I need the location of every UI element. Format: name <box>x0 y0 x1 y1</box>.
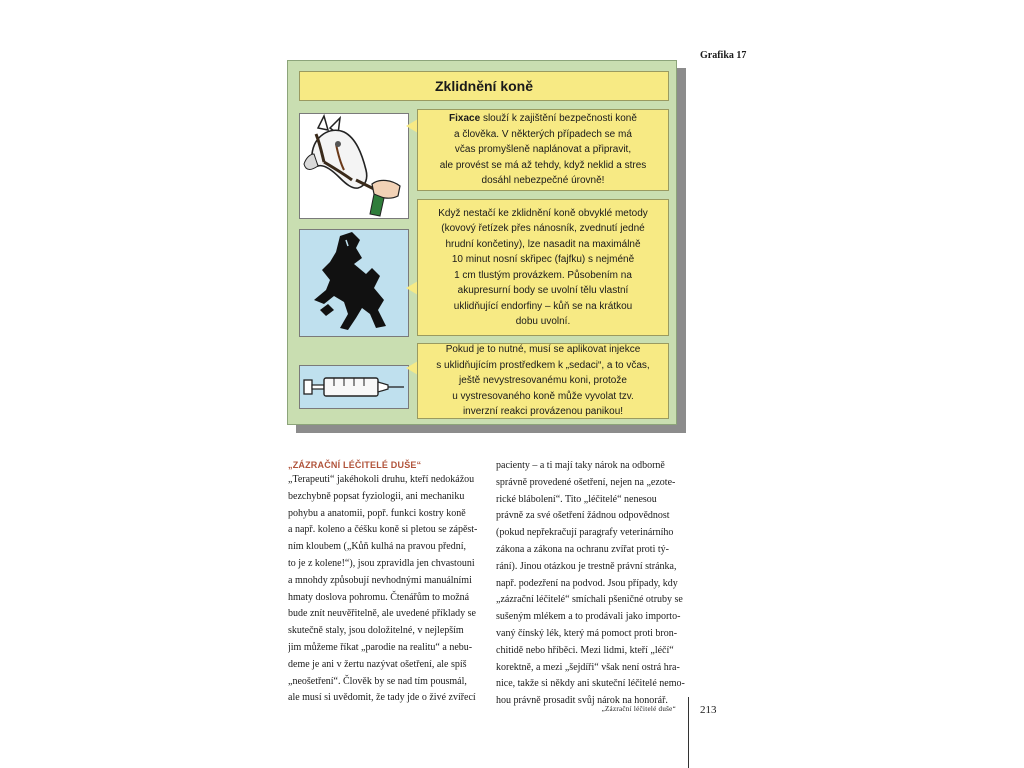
text-line: zákona a zákona na ochranu zvířat proti tý- <box>496 543 669 555</box>
bubble-line: včas promyšleně naplánovat a připravit, <box>454 144 632 156</box>
text-line: „neošetření“. Člověk by se nad tím pousmál, <box>288 675 467 687</box>
bubble-line: ale provést se má až tehdy, když neklid a stres <box>439 159 647 171</box>
text-line: ale musí si uvědomit, že tady jde o živé zvířecí <box>288 692 476 704</box>
text-line: to je z kolene!“), jsou zpravidla jen chvastouni <box>288 557 475 569</box>
text-line: nice, takže si někdy ani skuteční léčitelé nemo- <box>496 678 685 690</box>
text-line: skutečně staly, jsou doložitelné, v nejlepším <box>288 625 464 637</box>
text-line: ním kloubem („Kůň kulhá na pravou přední, <box>288 541 467 553</box>
text-line: hmaty doslova pohromu. Čtenářům to možná <box>288 591 470 603</box>
bubble-line: Když nestačí ke zklidnění koně obvyklé metody <box>438 207 648 219</box>
text-line: jim můžeme říkat „parodie na realitu“ a nebu- <box>288 641 473 653</box>
article-column-right <box>496 458 688 710</box>
text-line: hou právně prosadit svůj nárok na honorář. <box>496 695 668 707</box>
text-line: např. podezření na podvod. Jsou případy, kdy <box>496 577 678 589</box>
bubble-line: 10 minut nosní skřipec (fajfku) s nejméně <box>451 254 635 265</box>
rearing-horse-icon <box>299 229 409 337</box>
article-column-left <box>288 458 480 707</box>
running-footer-title: „Zázrační léčitelé duše“ <box>601 705 676 713</box>
bubble-line: (kovový řetízek přes nánosník, zvednutí jedné <box>441 223 645 234</box>
text-line: „Terapeuti“ jakéhokoli druhu, kteří nedokážou <box>288 474 475 485</box>
speech-bubble-twitch <box>417 199 669 336</box>
horse-head-halter-icon <box>299 113 409 219</box>
text-line: deme je ani v žertu nazývat ošetření, ale spíš <box>288 658 467 670</box>
infographic-title: Zklidnění koně <box>299 71 669 101</box>
infographic-panel <box>287 60 677 425</box>
bubble-line: ještě nevystresovanému koni, protože <box>459 375 627 387</box>
text-line: „zázrační léčitelé“ smíchali pšeničné otruby se <box>496 594 683 606</box>
bubble-line: uklidňující endorfiny – kůň se na krátkou <box>453 300 633 312</box>
text-line: (pokud nepřekračují paragrafy veterinárního <box>496 527 674 539</box>
text-line: a mnohdy způsobují nevhodnými manuálními <box>288 574 472 586</box>
speech-bubble-fixation <box>417 109 669 191</box>
bubble-line: 1 cm tlustým provázkem. Působením na <box>454 269 632 281</box>
text-line: správně provedené ošetření, nejen na „ezote- <box>496 476 676 488</box>
bubble-lead-term: Fixace <box>449 113 481 125</box>
bubble-line: dobu uvolní. <box>515 316 571 327</box>
bubble-line: inverzní reakci provázenou panikou! <box>462 406 624 418</box>
text-line: bude znít neuvěřitelně, ale uvedené příklady se <box>288 608 476 620</box>
bubble-line: s uklidňujícím prostředkem k „sedaci“, a to včas, <box>436 359 650 371</box>
text-line: sušeným mlékem a to prodávali jako importo- <box>496 611 681 623</box>
text-line: pacienty – a ti mají taky nárok na odborně <box>496 460 665 471</box>
bubble-line: hrudní končetiny), lze nasadit na maximálně <box>445 238 641 250</box>
text-line: chitidě nebo hříběci. Mezi lidmi, kteří „léčí“ <box>496 644 674 656</box>
bubble-line: a člověka. V některých případech se má <box>454 128 632 140</box>
bubble-line: u vystresovaného koně může vyvolat tzv. <box>452 390 634 402</box>
bubble-line: dosáhl nebezpečné úrovně! <box>481 175 605 187</box>
section-heading: „ZÁZRAČNÍ LÉČITELÉ DUŠE“ <box>288 460 422 470</box>
page-number: 213 <box>700 704 717 716</box>
figure-label: Grafika 17 <box>700 50 747 61</box>
bubble-line: akupresurní body se uvolní tělu vlastní <box>457 285 629 296</box>
speech-bubble-injection <box>417 343 669 419</box>
bubble-line: slouží k zajištění bezpečnosti koně <box>480 113 637 125</box>
text-line: vaný čínský lék, který má pomoct proti bron- <box>496 627 678 639</box>
text-line: bezchybně popsat fyziologii, ani mechaniku <box>288 490 465 502</box>
text-line: rání). Jinou otázkou je trestně právní stránka, <box>496 560 677 572</box>
text-line: pohybu a anatomii, popř. funkci kostry koně <box>288 507 466 519</box>
footer-divider <box>688 697 689 768</box>
syringe-icon <box>299 365 409 409</box>
text-line: právně za své ošetření žádnou odpovědnost <box>496 510 670 522</box>
text-line: korektně, a mezi „šejdíři“ však není ostrá hra- <box>496 661 680 673</box>
text-line: rické blábolení“. Tito „léčitelé“ nenesou <box>496 493 657 505</box>
bubble-line: Pokud je to nutné, musí se aplikovat injekce <box>445 344 641 356</box>
text-line: a např. koleno a čéšku koně si pletou se zápěst- <box>288 524 478 536</box>
